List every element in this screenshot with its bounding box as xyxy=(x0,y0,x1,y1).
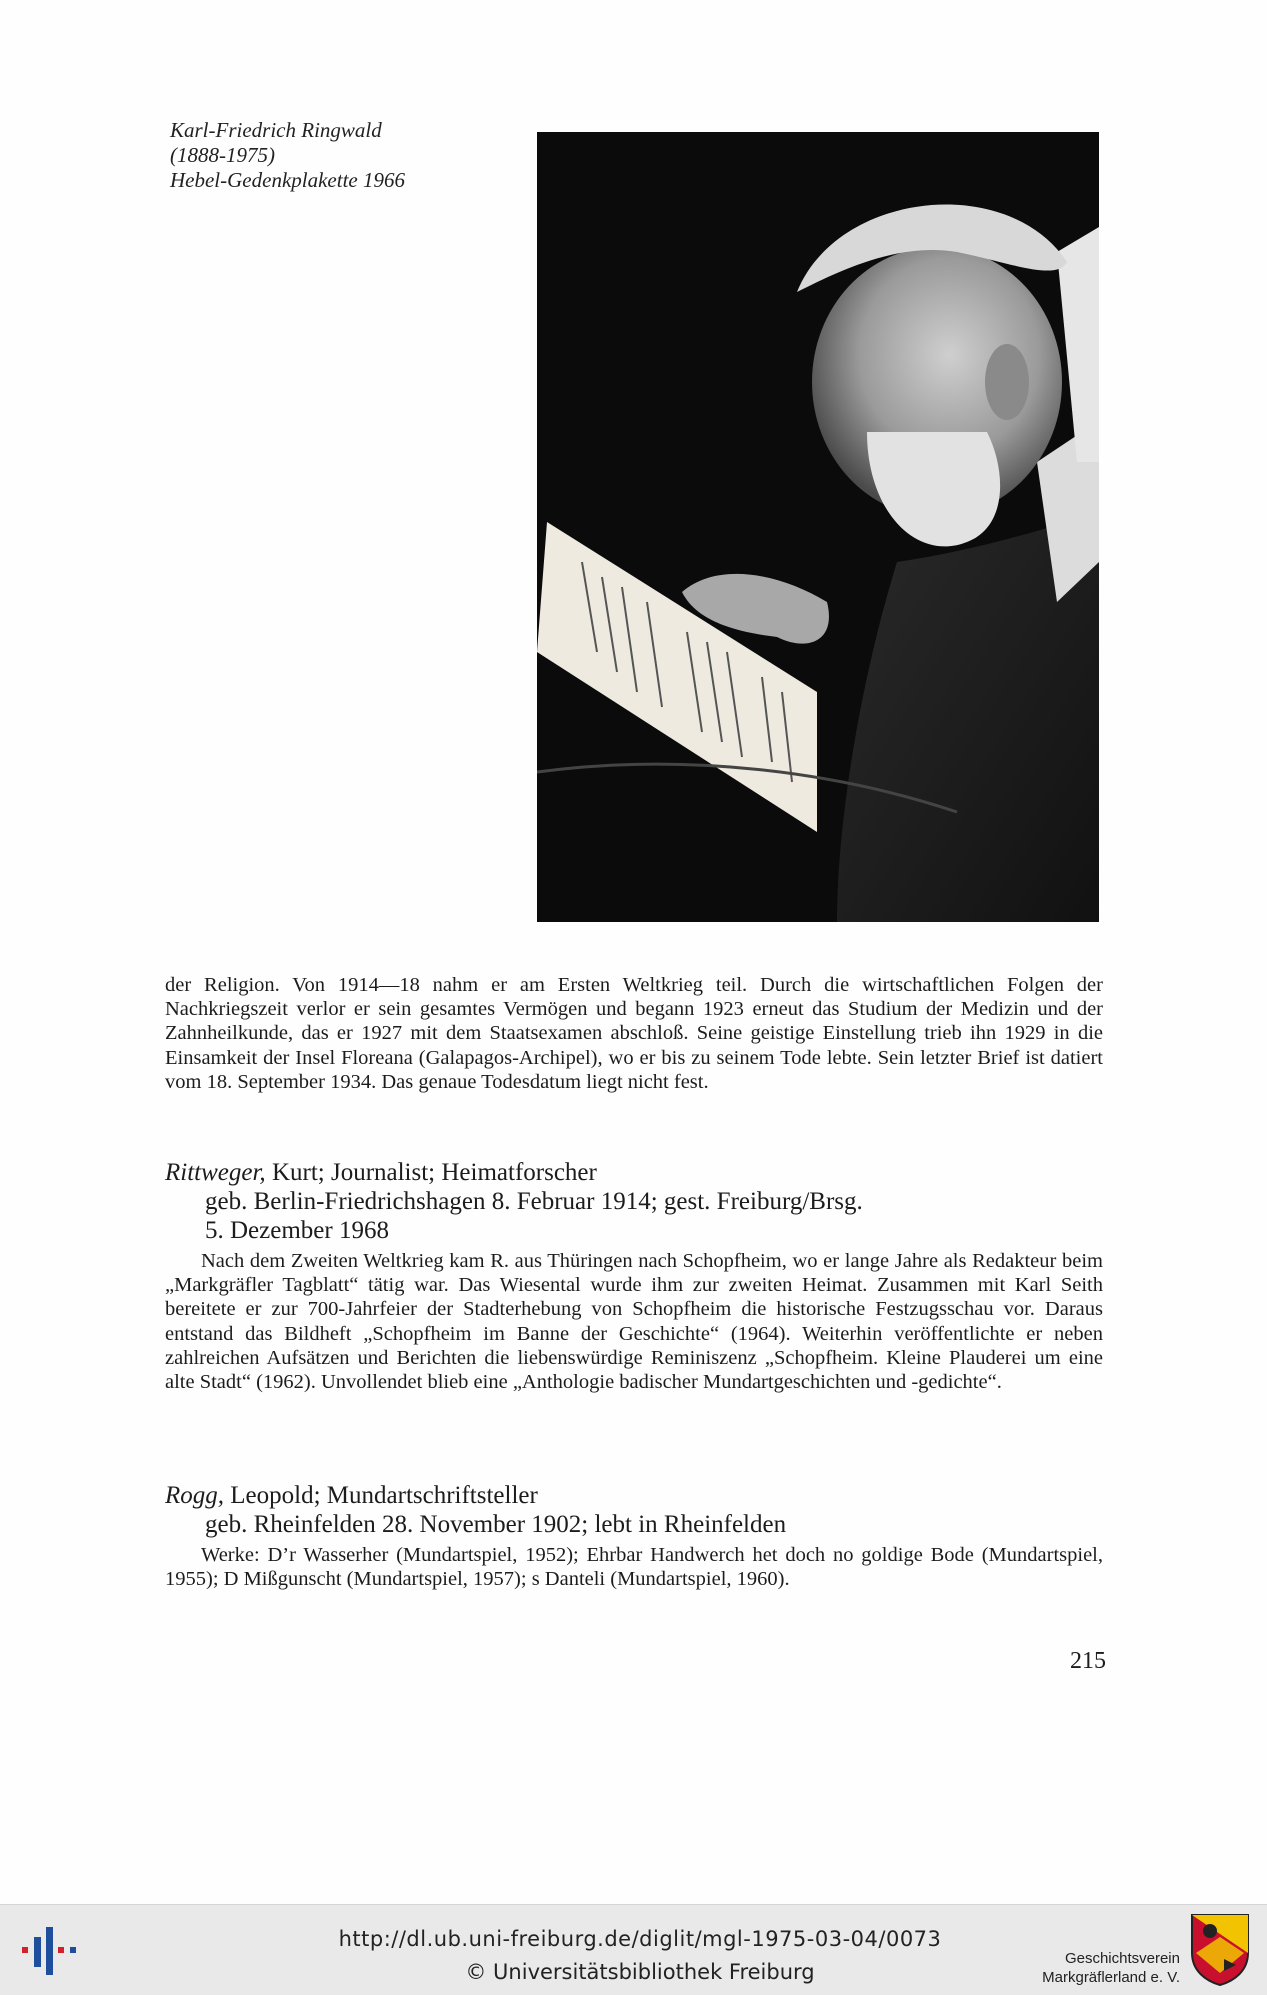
entry-surname: Rogg, xyxy=(165,1482,225,1509)
entry-text: Nach dem Zweiten Weltkrieg kam R. aus Thüringen nach Schopfheim, wo er lange Jahre als Redakteur beim „Markgräfler Tagblatt“ tätig war. Das Wiesental wurde ihm zur zweiten Heimat. Zusammen mit Karl Seith bereitete er zur 700-Jahrfeier der Stadterhebung von Schopfheim die historische Festzugsschau vor. Daraus entstand das Bildheft „Schopfheim im Banne der Geschichte“ (1964). Weiterhin veröffentlichte er neben zahlreichen Aufsätzen und Berichten die liebenswürdige Reminiszenz „Schopfheim. Kleine Plauderei um eine alte Stadt“ (1962). Unvollendet blieb eine „Anthologie badischer Mundartgeschichten und -gedichte“. xyxy=(165,1250,1103,1394)
society-line2: Markgräflerland e. V. xyxy=(1042,1969,1180,1986)
entry-heading xyxy=(165,1481,1103,1510)
entry-heading-rest: Kurt; Journalist; Heimatforscher xyxy=(265,1159,597,1186)
copyright-notice: © Universitätsbibliothek Freiburg xyxy=(465,1960,815,1984)
page-number: 215 xyxy=(1070,1648,1106,1674)
biography-entry-rogg xyxy=(165,1481,1103,1591)
entry-died: 5. Dezember 1968 xyxy=(205,1217,389,1244)
photo-caption xyxy=(170,118,530,193)
viewer-footer xyxy=(0,1904,1267,1995)
document-url-link[interactable]: http://dl.ub.uni-freiburg.de/diglit/mgl-1975-03-04/0073 xyxy=(338,1927,942,1951)
coat-of-arms-icon xyxy=(1190,1913,1250,1987)
biography-entry-rittweger xyxy=(165,1158,1103,1394)
entry-text: Werke: D’r Wasserher (Mundartspiel, 1952); Ehrbar Handwerch het doch no goldige Bode (Mundartspiel, 1955); D Mißgunscht (Mundartspiel, 1957); s Danteli (Mundartspiel, 1960). xyxy=(165,1544,1103,1591)
entry-surname: Rittweger, xyxy=(165,1159,266,1186)
portrait-photo-icon xyxy=(537,132,1099,922)
entry-born: geb. Rheinfelden 28. November 1902; lebt in Rheinfelden xyxy=(205,1511,787,1538)
library-logo-icon xyxy=(20,1923,80,1979)
caption-award: Hebel-Gedenkplakette 1966 xyxy=(170,168,405,192)
paragraph-continuation: der Religion. Von 1914—18 nahm er am Ersten Weltkrieg teil. Durch die wirtschaftlichen Folgen der Nachkriegszeit verlor er sein gesamtes Vermögen und begann 1923 erneut das Studium der Medizin und der Zahnheilkunde, das er 1927 mit dem Staatsexamen abschloß. Seine geistige Einstellung trieb ihn 1929 in die Einsamkeit der Insel Floreana (Galapagos-Archipel), wo er bis zu seinem Tode lebte. Sein letzter Brief ist datiert vom 18. September 1934. Das genaue Todesdatum liegt nicht fest. xyxy=(165,974,1103,1093)
society-line1: Geschichtsverein xyxy=(1064,1950,1180,1967)
caption-name: Karl-Friedrich Ringwald xyxy=(170,118,382,142)
society-name xyxy=(1010,1949,1180,1987)
caption-years: (1888-1975) xyxy=(170,143,275,167)
entry-born: geb. Berlin-Friedrichshagen 8. Februar 1914; gest. Freiburg/Brsg. xyxy=(205,1188,863,1215)
entry-heading xyxy=(165,1158,1103,1187)
entry-heading-rest: Leopold; Mundartschriftsteller xyxy=(224,1482,538,1509)
